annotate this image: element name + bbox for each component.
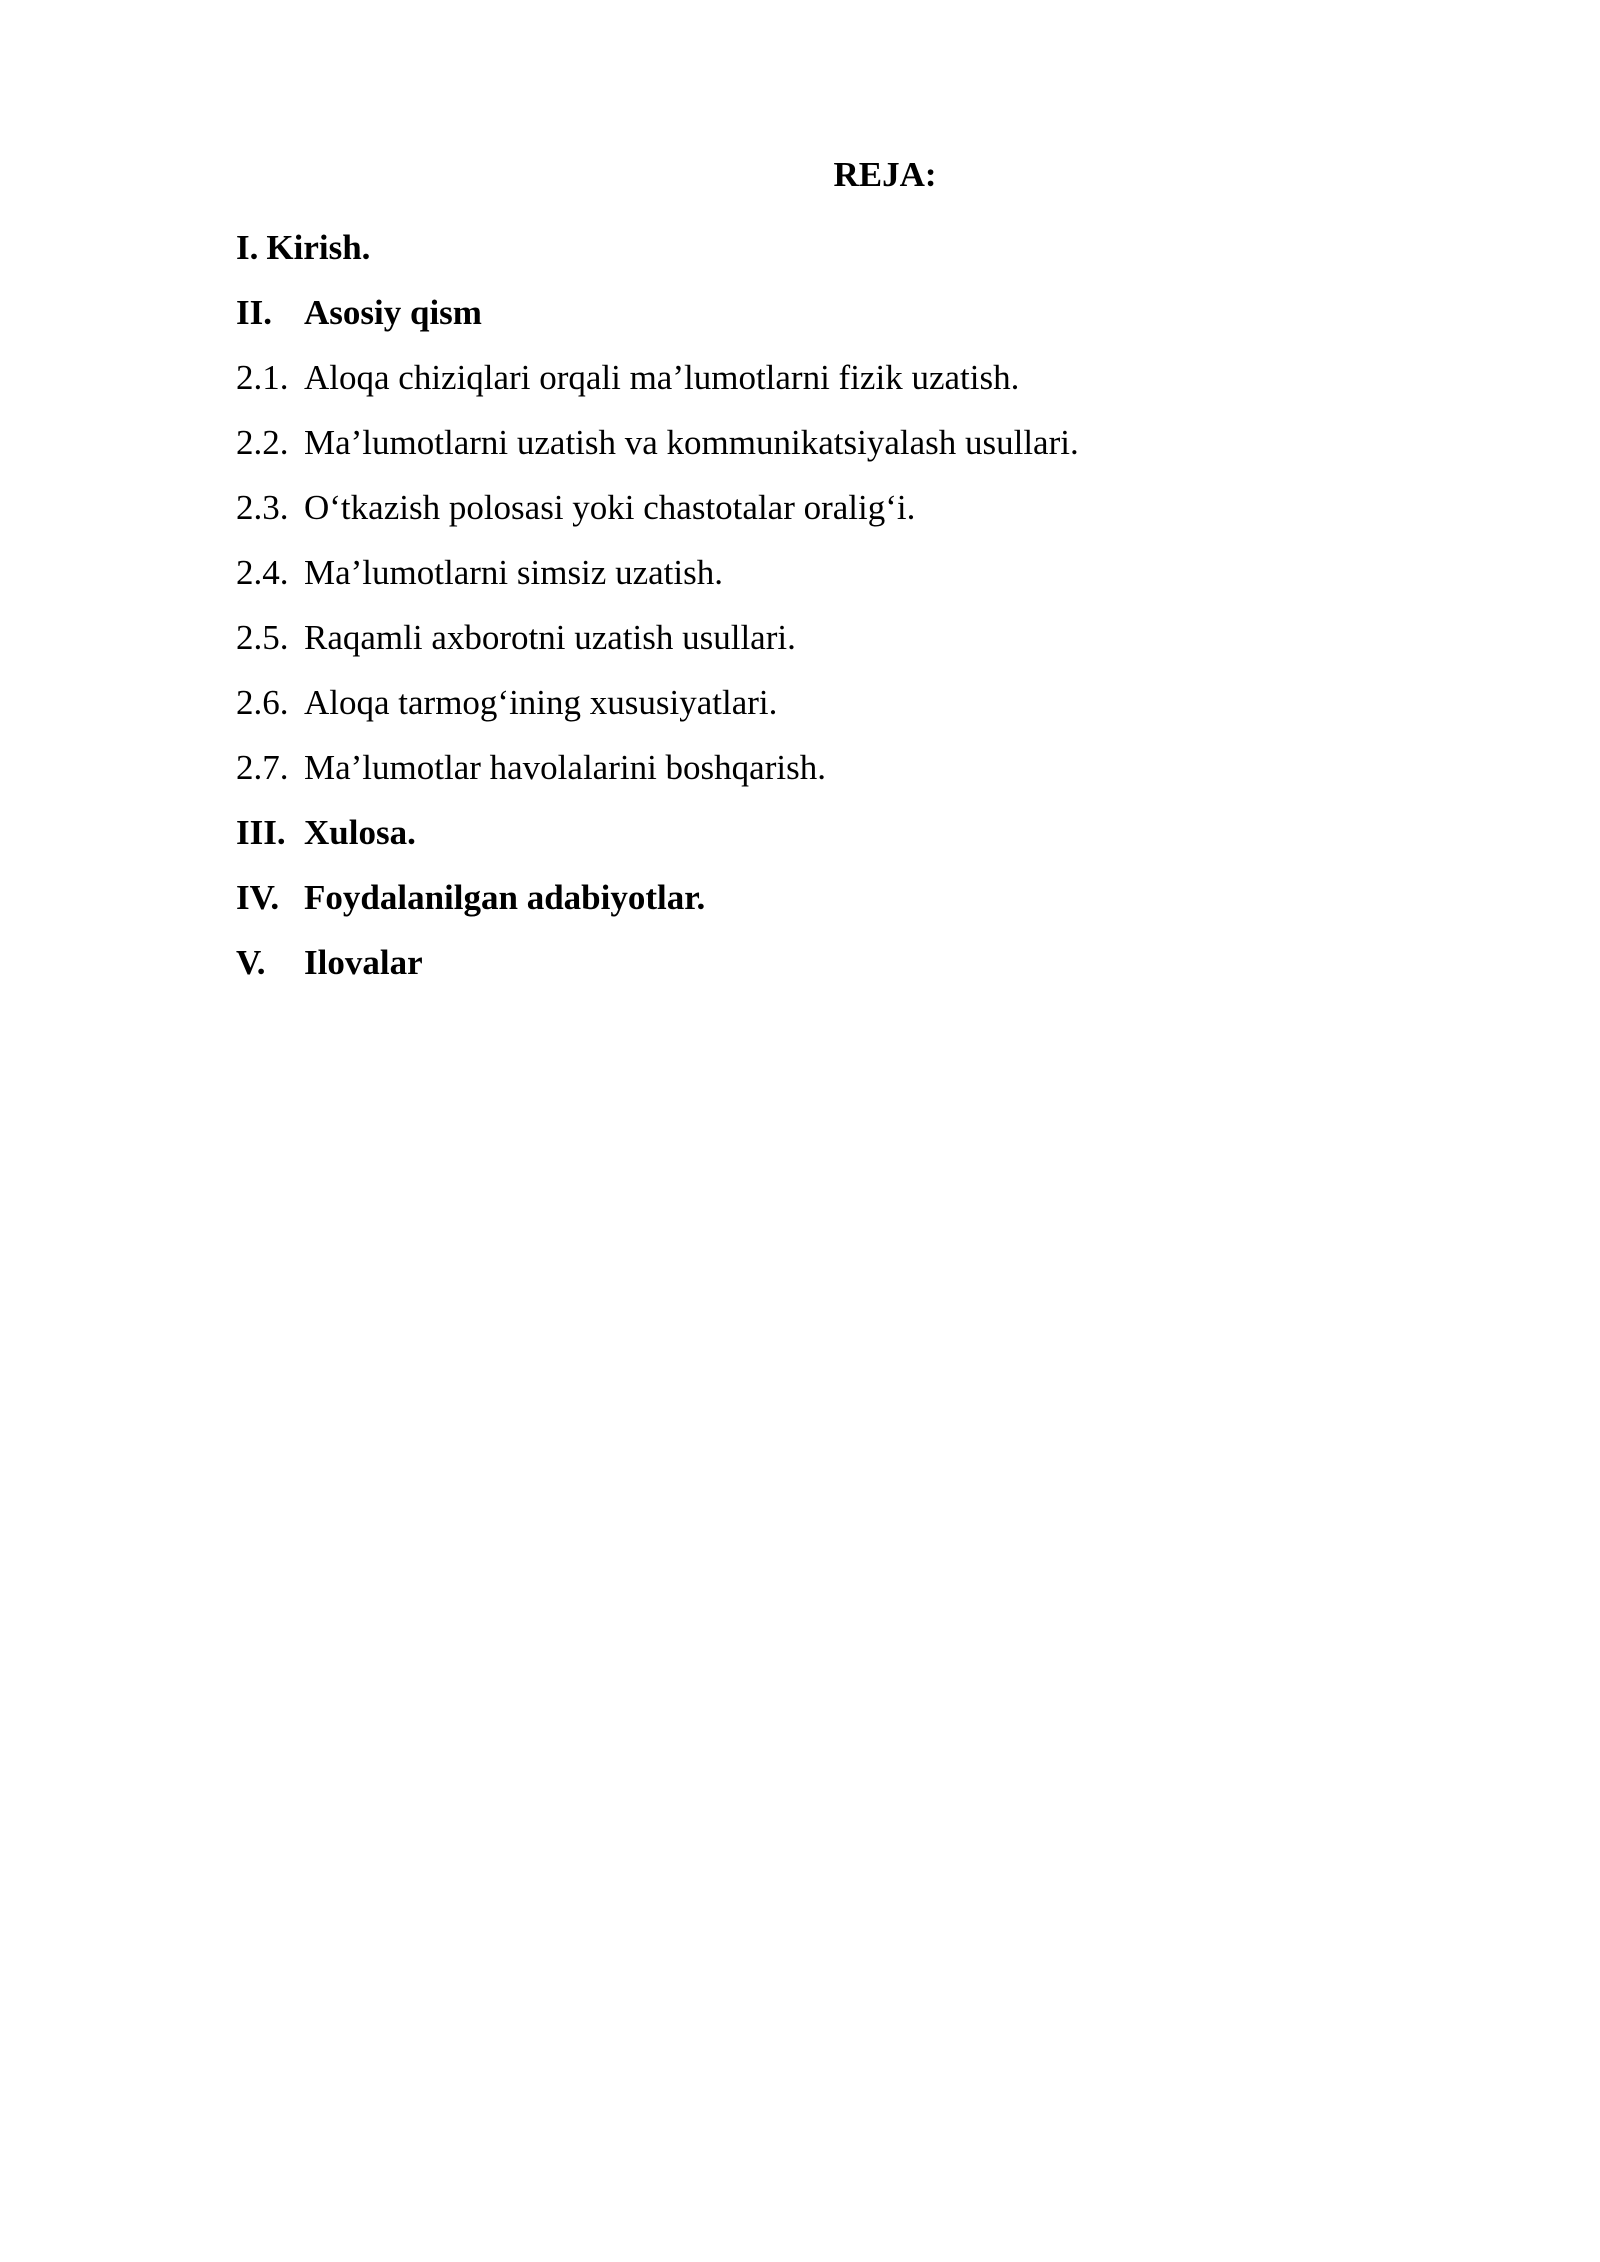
plan-item-number: 2.6. — [236, 682, 289, 722]
plan-item-text: Aloqa tarmog‘ining xususiyatlari. — [304, 682, 778, 722]
plan-item-number: V. — [236, 942, 266, 982]
plan-item-kirish — [236, 215, 1436, 280]
plan-item-text: Ma’lumotlarni uzatish va kommunikatsiyalash usullari. — [304, 422, 1079, 462]
plan-item-2-4 — [236, 540, 1436, 605]
plan-item-text: Ma’lumotlarni simsiz uzatish. — [304, 552, 723, 592]
plan-list — [236, 215, 1436, 995]
plan-item-2-6 — [236, 670, 1436, 735]
plan-item-asosiy-qism — [236, 280, 1436, 345]
plan-item-text: Xulosa. — [304, 812, 416, 852]
plan-item-2-5 — [236, 605, 1436, 670]
plan-item-text: Aloqa chiziqlari orqali ma’lumotlarni fizik uzatish. — [304, 357, 1020, 397]
plan-item-text: Raqamli axborotni uzatish usullari. — [304, 617, 796, 657]
plan-item-number: II. — [236, 292, 272, 332]
plan-item-2-2 — [236, 410, 1436, 475]
plan-item-number: III. — [236, 812, 286, 852]
plan-item-text: O‘tkazish polosasi yoki chastotalar oralig‘i. — [304, 487, 916, 527]
plan-item-number: IV. — [236, 877, 280, 917]
plan-item-number: 2.7. — [236, 747, 289, 787]
plan-item-text: Foydalanilgan adabiyotlar. — [304, 877, 706, 917]
plan-item-text: Kirish. — [266, 227, 371, 267]
plan-item-number: 2.4. — [236, 552, 289, 592]
plan-item-ilovalar — [236, 930, 1436, 995]
plan-item-text: Ilovalar — [304, 942, 423, 982]
plan-item-text: Asosiy qism — [304, 292, 482, 332]
plan-item-number: 2.2. — [236, 422, 289, 462]
plan-item-number: 2.1. — [236, 357, 289, 397]
plan-item-number: 2.3. — [236, 487, 289, 527]
plan-item-2-3 — [236, 475, 1436, 540]
plan-item-number: 2.5. — [236, 617, 289, 657]
plan-item-2-1 — [236, 345, 1436, 410]
plan-item-text: Ma’lumotlar havolalarini boshqarish. — [304, 747, 826, 787]
plan-item-2-7 — [236, 735, 1436, 800]
plan-item-number: I. — [236, 227, 259, 267]
plan-item-adabiyotlar — [236, 865, 1436, 930]
page-title: REJA: — [833, 155, 937, 194]
plan-item-xulosa — [236, 800, 1436, 865]
